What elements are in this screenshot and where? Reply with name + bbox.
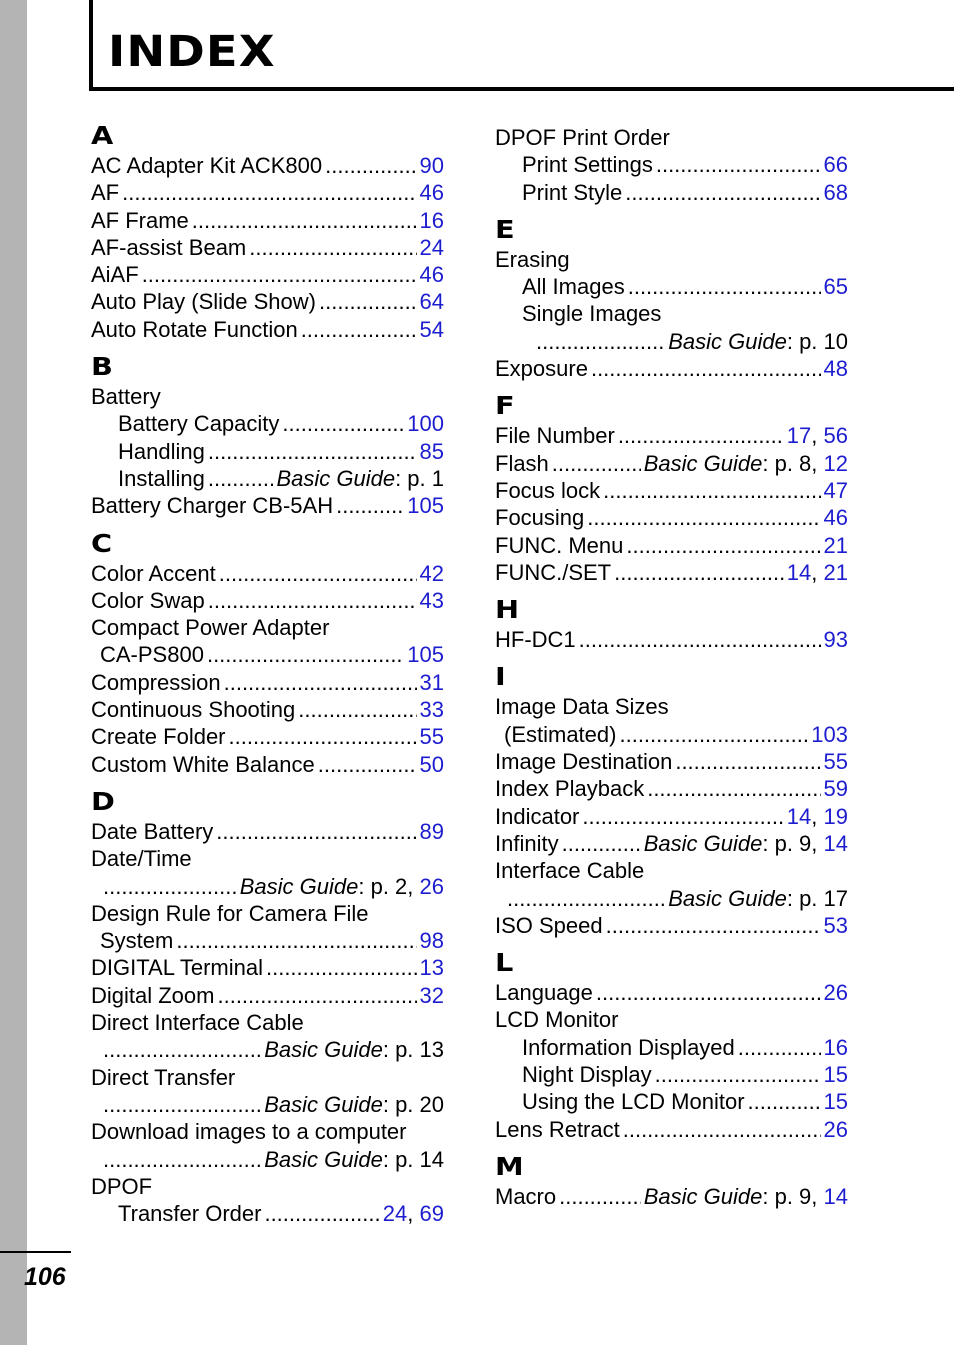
index-entry: DPOF Print Order [495,125,670,150]
index-entry-continued: (Estimated) ..... 103 [495,721,848,748]
leader-dots [591,355,821,382]
index-subentry: Installing ..... Basic Guide: p. 1 [91,465,444,492]
leader-dots [655,1061,821,1088]
index-entry: File Number ..... 17, 56 [495,422,848,449]
page-link[interactable]: 98 [419,928,444,954]
page-link[interactable]: 48 [823,356,848,382]
index-entry: Exposure ..... 48 [495,355,848,382]
page-link[interactable]: 46 [823,505,848,531]
leader-dots [614,559,784,586]
index-entry: Color Swap ..... 43 [91,587,444,614]
index-entry: Interface Cable [495,858,645,884]
index-entry: Continuous Shooting ..... 33 [91,696,444,723]
index-entry: AF-assist Beam ..... 24 [91,234,444,261]
leader-dots [208,438,417,465]
index-entry: AC Adapter Kit ACK800 ..... 90 [91,152,444,179]
index-entry: Direct Transfer [91,1064,236,1090]
index-subentry: Night Display ..... 15 [495,1061,848,1088]
index-entry: Create Folder ..... 55 [91,723,444,750]
leader-dots [264,1200,379,1227]
page-link[interactable]: 19 [823,803,848,829]
leader-dots [587,504,820,531]
page-link[interactable]: 21 [823,559,848,585]
leader-dots [103,1146,261,1173]
leader-dots [224,669,417,696]
index-subentry: Handling ..... 85 [91,438,444,465]
page-link[interactable]: 13 [419,955,444,981]
page-link[interactable]: 32 [419,982,444,1008]
section-letter-i: I [495,662,506,692]
title-rule-vertical [89,0,93,90]
page-link[interactable]: 85 [419,438,444,464]
index-entry: Design Rule for Camera File [91,900,369,926]
index-entry: Erasing [495,246,570,272]
page-link[interactable]: 55 [823,749,848,775]
page-link[interactable]: 24 [382,1201,408,1227]
page-number: 106 [24,1263,66,1291]
leader-dots [675,748,820,775]
index-entry: Index Playback ..... 59 [495,775,848,802]
leader-dots [536,328,665,355]
index-subentry: Print Style ..... 68 [495,179,848,206]
leader-dots [656,151,821,178]
leader-dots [625,179,820,206]
index-entry: Compression ..... 31 [91,669,444,696]
guide-ref: Basic Guide [276,465,396,491]
leader-dots [559,1183,641,1210]
index-entry: Battery Charger CB-5AH ..... 105 [91,492,444,519]
page-link[interactable]: 103 [811,721,848,747]
page-link[interactable]: 15 [823,1089,848,1115]
index-entry: AF Frame ..... 16 [91,207,444,234]
leader-dots [562,830,641,857]
page-link[interactable]: 26 [823,1116,848,1142]
guide-ref: Basic Guide [264,1091,383,1117]
guide-ref: Basic Guide [264,1037,383,1063]
leader-dots [738,1034,821,1061]
leader-dots [318,751,417,778]
index-entry-continued: ..... Basic Guide: p. 20 [91,1091,444,1118]
section-letter-a: A [91,121,114,150]
index-entry: ISO Speed ..... 53 [495,912,848,939]
index-entry: Lens Retract ..... 26 [495,1116,848,1143]
page-link[interactable]: 33 [419,697,444,723]
guide-ref: Basic Guide [643,1183,763,1209]
index-subentry: Information Displayed ..... 16 [495,1034,848,1061]
page-link[interactable]: 56 [823,423,848,449]
page-link[interactable]: 46 [419,262,444,288]
leader-dots [103,873,237,900]
index-entry: Direct Interface Cable [91,1010,304,1036]
leader-dots [219,560,417,587]
index-entry: Custom White Balance ..... 50 [91,751,444,778]
index-entry-continued: ..... Basic Guide: p. 14 [91,1146,444,1173]
leader-dots [596,979,821,1006]
leader-dots [103,1091,261,1118]
leader-dots [207,641,404,668]
leader-dots [748,1088,821,1115]
index-column-left [91,120,444,1227]
page-link[interactable]: 64 [419,289,444,315]
index-entry: LCD Monitor [495,1007,619,1033]
index-entry: Compact Power Adapter [91,615,330,641]
page-link[interactable]: 16 [823,1034,848,1060]
index-entry: Date/Time [91,846,192,872]
page-link[interactable]: 105 [407,642,444,668]
index-entry: DPOF [91,1173,153,1199]
title-rule-horizontal [89,87,954,91]
leader-dots [217,982,416,1009]
page-link[interactable]: 93 [823,627,848,653]
guide-ref: Basic Guide [668,328,787,354]
page-link[interactable]: 43 [419,587,444,613]
leader-dots [176,927,416,954]
page-link[interactable]: 21 [823,532,848,558]
index-entry: AF ..... 46 [91,179,444,206]
index-entry: HF-DC1 ..... 93 [495,626,848,653]
leader-dots [249,234,416,261]
leader-dots [623,1116,821,1143]
index-entry: Digital Zoom ..... 32 [91,982,444,1009]
page-link[interactable]: 14 [823,1183,848,1209]
leader-dots [192,207,417,234]
page-link[interactable]: 16 [419,207,444,233]
leader-dots [606,912,821,939]
section-letter-f: F [495,391,515,421]
index-entry: Auto Play (Slide Show) ..... 64 [91,288,444,315]
leader-dots [122,179,416,206]
page-title: INDEX [108,27,276,77]
index-entry: Color Accent ..... 42 [91,560,444,587]
leader-dots [603,477,820,504]
index-entry: Auto Rotate Function ..... 54 [91,316,444,343]
index-entry: Image Data Sizes [495,694,669,720]
index-entry: Infinity ..... Basic Guide: p. 9, 14 [495,830,848,857]
page-link[interactable]: 65 [823,274,848,300]
page-link[interactable]: 68 [823,179,848,205]
page-number-rule [0,1251,71,1253]
index-entry: FUNC. Menu ..... 21 [495,532,848,559]
page-link[interactable]: 31 [419,669,444,695]
leader-dots [282,410,404,437]
leader-dots [628,273,821,300]
leader-dots [325,152,416,179]
leader-dots [301,316,417,343]
index-entry: AiAF ..... 46 [91,261,444,288]
guide-ref: Basic Guide [643,830,763,856]
index-entry-continued: ..... Basic Guide: p. 10 [495,328,848,355]
leader-dots [266,954,417,981]
leader-dots [626,532,820,559]
leader-dots [208,587,417,614]
index-subentry: Using the LCD Monitor ..... 15 [495,1088,848,1115]
section-letter-d: D [91,786,115,816]
index-entry: Date Battery ..... 89 [91,818,444,845]
page-link[interactable]: 26 [419,873,444,899]
page-link[interactable]: 24 [419,234,444,260]
page-link[interactable]: 55 [419,724,444,750]
leader-dots [647,775,820,802]
page-link[interactable]: 17 [786,423,812,449]
index-entry-continued: ..... Basic Guide: p. 17 [495,885,848,912]
page-link[interactable]: 42 [419,560,444,586]
index-entry: Image Destination ..... 55 [495,748,848,775]
index-entry: Download images to a computer [91,1119,407,1145]
index-entry: Indicator ..... 14, 19 [495,803,848,830]
section-letter-l: L [495,948,514,978]
page-link[interactable]: 15 [823,1062,848,1088]
page-link[interactable]: 53 [823,912,848,938]
page-link[interactable]: 12 [823,450,848,476]
guide-ref: Basic Guide [264,1146,383,1172]
page-link[interactable]: 54 [419,316,444,342]
index-subentry: All Images ..... 65 [495,273,848,300]
leader-dots [582,803,783,830]
guide-ref: Basic Guide [239,873,359,899]
page-link[interactable]: 89 [419,818,444,844]
page-link[interactable]: 105 [407,493,444,519]
index-entry-continued: ..... Basic Guide: p. 2, 26 [91,873,444,900]
page-link[interactable]: 14 [823,830,848,856]
leader-dots [507,885,665,912]
page-link[interactable]: 50 [419,751,444,777]
leader-dots [103,1036,261,1063]
guide-ref: Basic Guide [668,885,787,911]
page-link[interactable]: 14 [786,559,812,585]
page-link[interactable]: 66 [823,152,848,178]
index-subentry: Battery Capacity ..... 100 [91,410,444,437]
page-link[interactable]: 46 [419,180,444,206]
section-letter-b: B [91,352,113,382]
leader-dots [552,450,641,477]
index-entry: Macro ..... Basic Guide: p. 9, 14 [495,1183,848,1210]
index-subentry: Print Settings ..... 66 [495,151,848,178]
leader-dots [618,422,784,449]
index-column-right [495,124,848,1210]
index-entry: Battery [91,384,161,410]
index-entry-continued: CA-PS800 ..... 105 [91,641,444,668]
guide-ref: Basic Guide [643,450,763,476]
index-entry: Flash ..... Basic Guide: p. 8, 12 [495,450,848,477]
index-entry: Focus lock ..... 47 [495,477,848,504]
section-letter-e: E [495,214,515,244]
leader-dots [619,721,808,748]
index-entry: FUNC./SET ..... 14, 21 [495,559,848,586]
leader-dots [336,492,404,519]
leader-dots [208,465,274,492]
index-entry: DIGITAL Terminal ..... 13 [91,954,444,981]
page-link[interactable]: 14 [786,803,812,829]
index-subentry: Transfer Order ..... 24, 69 [91,1200,444,1227]
index-entry-continued: ..... Basic Guide: p. 13 [91,1036,444,1063]
section-letter-h: H [495,595,520,625]
page-link[interactable]: 69 [419,1201,444,1227]
index-subentry: Single Images [522,301,662,327]
leader-dots [142,261,417,288]
page-link[interactable]: 26 [823,980,848,1006]
page-link[interactable]: 90 [419,153,444,178]
index-entry: Language ..... 26 [495,979,848,1006]
page-link[interactable]: 47 [823,477,848,503]
leader-dots [298,696,416,723]
leader-dots [229,723,417,750]
index-entry-continued: System ..... 98 [91,927,444,954]
page-link[interactable]: 100 [407,411,444,437]
index-entry: Focusing ..... 46 [495,504,848,531]
margin-strip [0,0,27,1345]
section-letter-m: M [495,1151,524,1181]
leader-dots [216,818,416,845]
leader-dots [579,626,821,653]
leader-dots [319,288,417,315]
page-link[interactable]: 59 [823,776,848,802]
section-letter-c: C [91,528,113,558]
